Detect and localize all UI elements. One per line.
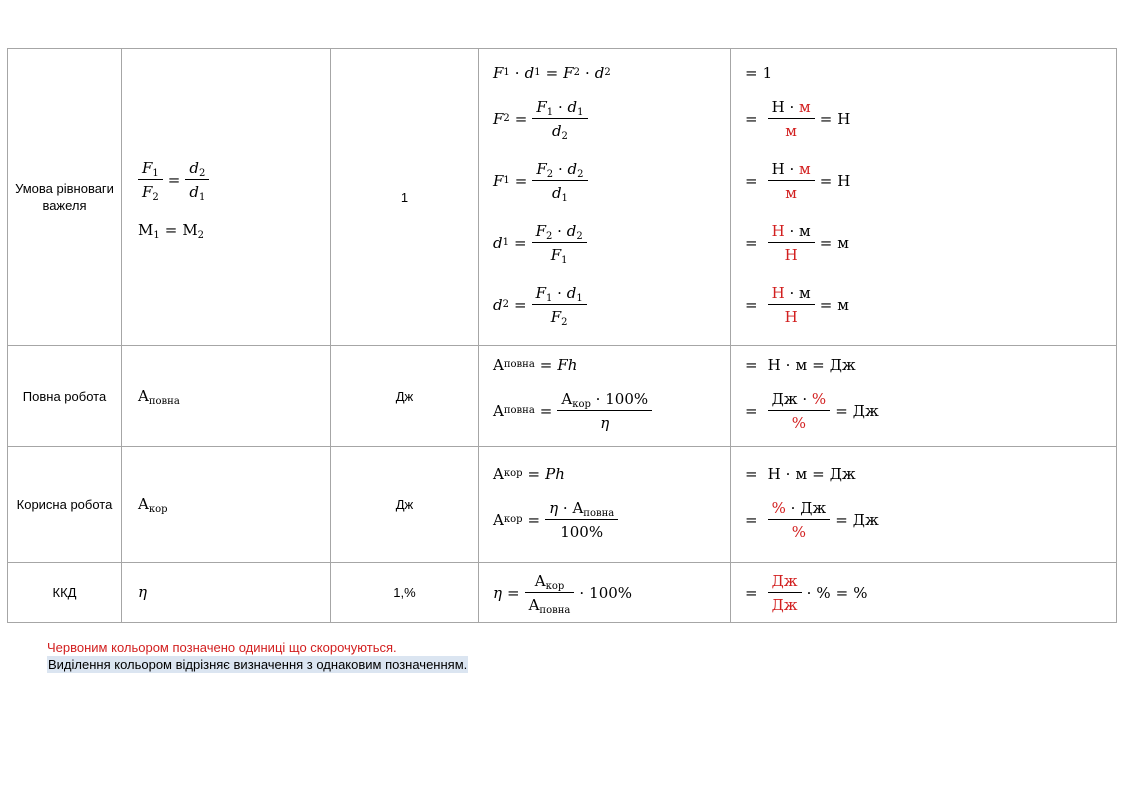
symbol-cell: $\frac{F_1}{F_2}$ = $\frac{d_2}{d_1}$ $M_1 = M_2$ <box>122 49 331 346</box>
unit-derivation-cell: = Н · м = Дж = $\frac{\% \cdot Дж}{\%}$ = Дж <box>731 447 1117 563</box>
table-row <box>8 346 1117 447</box>
symbol-cell: $A_{кор}$ <box>122 447 331 563</box>
quantity-name: Умова рівноваги важеля <box>8 49 122 346</box>
unit-derivation-cell: = Н · м = Дж = $\frac{Дж \cdot \%}{\%}$ = Дж <box>731 346 1117 447</box>
table-row <box>8 563 1117 623</box>
note-red-units: Червоним кольором позначено одиниці що скорочуються. <box>47 640 397 655</box>
formula-cell: A повна = F h A повна = $\frac{A_{кор} \cdot 100\%}{\eta}$ <box>479 346 731 447</box>
table-row <box>8 49 1117 346</box>
formula-table <box>7 48 1117 623</box>
quantity-name: Повна робота <box>8 346 122 447</box>
unit-derivation-cell: = $\frac{Дж}{Дж}$ · % = % <box>731 563 1117 623</box>
symbol-cell: $A_{повна}$ <box>122 346 331 447</box>
symbol-cell: η <box>122 563 331 623</box>
formula-cell: A кор = P h A кор = $\frac{\eta \cdot A_{повна}}{100\%}$ <box>479 447 731 563</box>
formula-cell: η = $\frac{A_{кор}}{A_{повна}}$ · 100% <box>479 563 731 623</box>
table-row <box>8 447 1117 563</box>
notes <box>47 639 468 673</box>
unit-cell: Дж <box>331 447 479 563</box>
formula-cell: F 1 · d 1 = F 2 · d 2 F 2 = $\frac{F_1 \cdot d_1}{d_2}$ F 1 = $\frac{F_2 \cdot d_2}{d_1}$ d 1 = $\frac{F_2 \cdot d_2}{F_1}$ d 2 = $\frac{F_1 \cdot d_1}{F_2}$ <box>479 49 731 346</box>
unit-derivation-cell: = 1 = $\frac{Н \cdot м}{м}$ = Н = $\frac{Н \cdot м}{м}$ = Н = $\frac{Н \cdot м}{Н}$ = м = $\frac{Н \cdot м}{Н}$ = м <box>731 49 1117 346</box>
unit-cell: Дж <box>331 346 479 447</box>
unit-cell: 1,% <box>331 563 479 623</box>
note-highlight: Виділення кольором відрізняє визначення з однаковим позначенням. <box>48 657 468 672</box>
quantity-name: Корисна робота <box>8 447 122 563</box>
quantity-name: ККД <box>8 563 122 623</box>
unit-cell: 1 <box>331 49 479 346</box>
